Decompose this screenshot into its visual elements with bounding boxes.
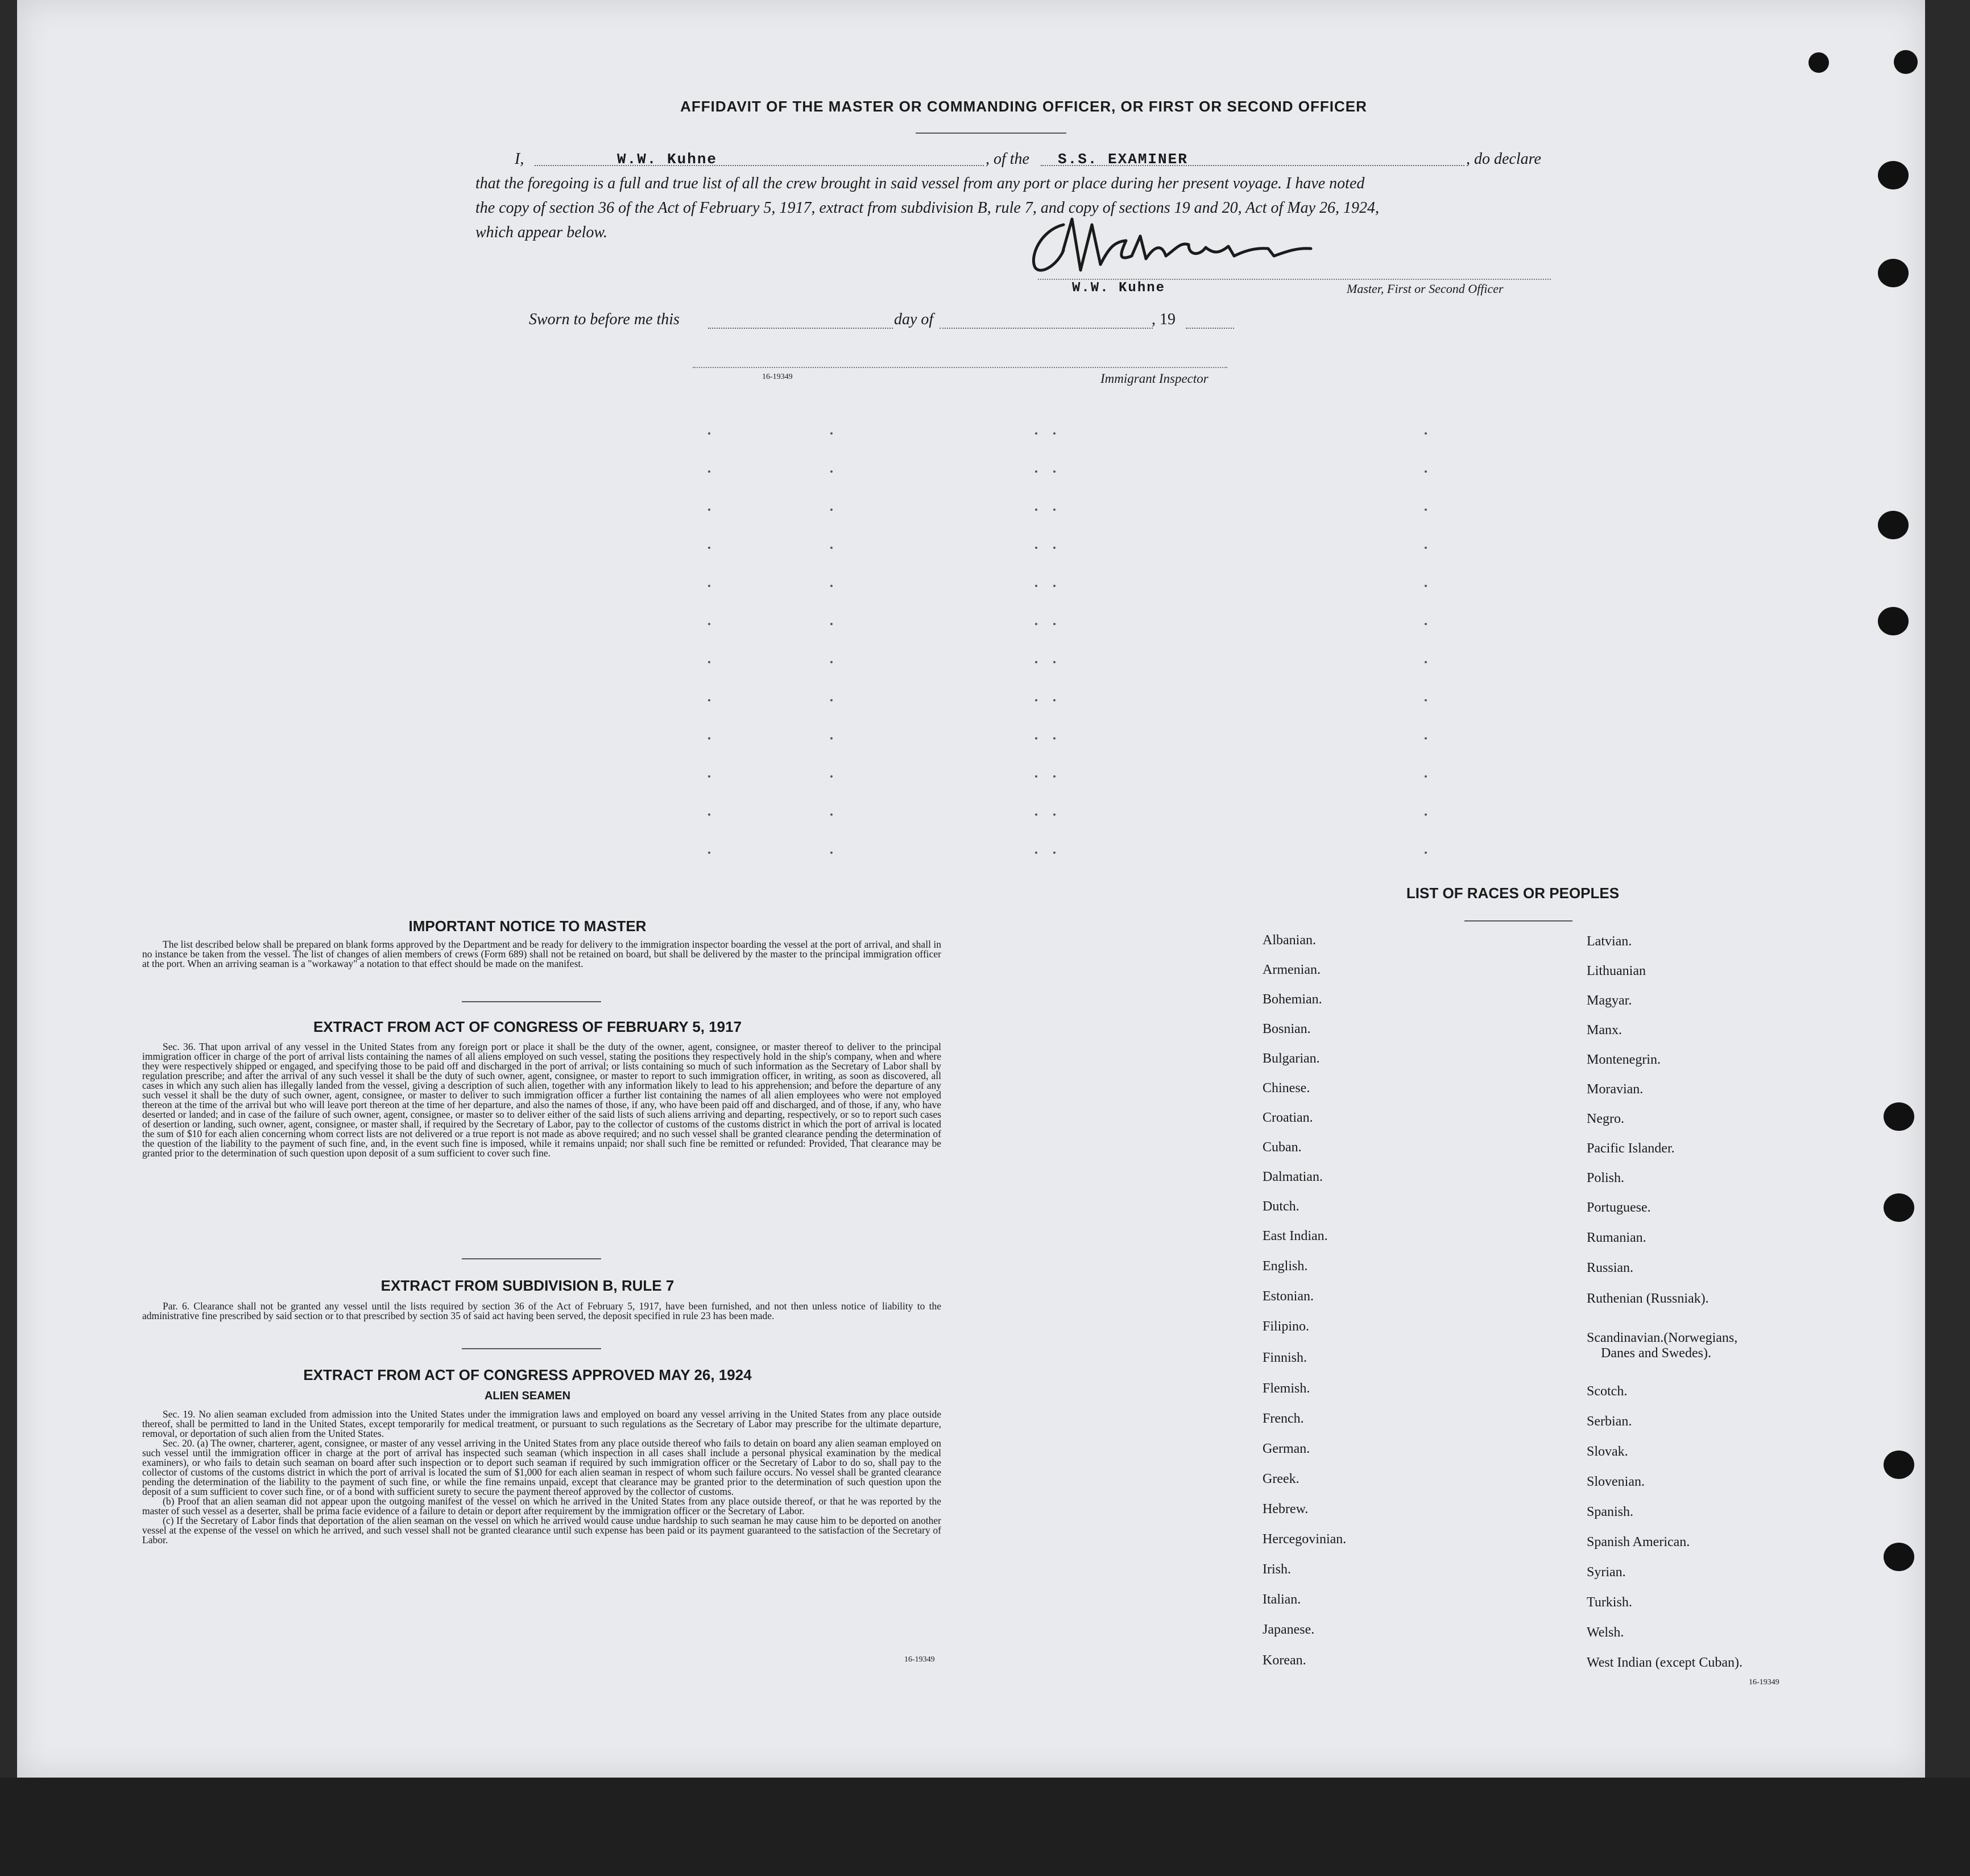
race-item: Lithuanian (1587, 964, 1646, 978)
sworn-month-line (940, 328, 1153, 329)
extract-1917-body: Sec. 36. That upon arrival of any vessel in the United States from any foreign port or place it shall be the duty of the owner, agent, consignee, or master thereof to deliver to the principal immigration officer in charge of the port of arrival lists containing the names of all aliens employed on such vessel, stating the positions they respectively hold in the ship's company, when and where they were respectively shipped or engaged, and specifying those to be paid off and discharged in the port of arrival; or lists containing so much of such information as the Secretary of Labor shall by regulation prescribe; and after the arrival of any such vessel it shall be the duty of such owner, agent, consignee, or master to report to such immigration officer, in writing, as soon as discovered, all cases in which any such alien has illegally landed from the vessel, giving a description of such alien, together with any information likely to lead to his apprehension; and before the departure of any such vessel it shall be the duty of such owner, agent, consignee, or master to deliver to such immigration officer a further list containing the names of all alien employees who were not employed thereon at the time of the arrival but who will leave port thereon at the time of her departure, and also the names of those, if any, who have been paid off and discharged, and of those, if any, who have deserted or landed; and in case of the failure of such owner, agent, consignee, or master so to deliver either of the said lists of such aliens arriving and departing, respectively, or so to report such cases of desertion or landing, such owner, agent, consignee, or master shall, if required by the Secretary of Labor, pay to the collector of customs of the customs district in which the port of arrival is located the sum of $10 for each alien concerning whom correct lists are not delivered or a true report is not made as above required; and no such vessel shall be granted clearance pending the determination of the question of the liability to the payment of such fine, and, in the event such fine is imposed, while it remains unpaid; nor shall such fine be remitted or refunded: Provided, That clearance may be granted prior to the determination of such question upon deposit of a sum sufficient to cover such fine. (142, 1041, 941, 1159)
race-item: Korean. (1263, 1653, 1306, 1668)
grid-speck (830, 699, 833, 701)
grid-speck (1425, 699, 1427, 701)
grid-speck (1053, 470, 1056, 473)
race-item: Syrian. (1587, 1565, 1626, 1580)
grid-speck (708, 547, 710, 549)
grid-speck (1053, 775, 1056, 778)
grid-speck (1053, 852, 1056, 854)
race-item: Bohemian. (1263, 992, 1322, 1007)
race-item: Filipino. (1263, 1319, 1310, 1334)
grid-speck (1035, 661, 1037, 663)
race-item: Latvian. (1587, 934, 1632, 949)
race-item: Portuguese. (1587, 1200, 1651, 1215)
grid-speck (1425, 813, 1427, 816)
extract-1924-body (142, 1410, 941, 1545)
vessel-name: S.S. EXAMINER (1058, 151, 1188, 168)
race-item: Hercegovinian. (1263, 1532, 1347, 1547)
race-item-continued: Danes and Swedes). (1601, 1346, 1711, 1361)
race-item: Ruthenian (Russniak). (1587, 1291, 1709, 1306)
race-item: Turkish. (1587, 1595, 1632, 1610)
grid-speck (830, 813, 833, 816)
declaration-line-4: which appear below. (475, 224, 608, 241)
grid-speck (1425, 432, 1427, 435)
race-item: Polish. (1587, 1171, 1625, 1185)
declaration-i-label: I, (515, 150, 524, 168)
race-item: Russian. (1587, 1261, 1634, 1275)
binder-hole (1884, 1451, 1914, 1479)
grid-speck (830, 432, 833, 435)
form-number: 16-19349 (762, 373, 793, 381)
extract-form-number: 16-19349 (904, 1655, 935, 1664)
declaration-line-3: the copy of section 36 of the Act of February 5, 1917, extract from subdivision B, rule 7, and copy of sections 19 and 20, Act of May 26, 1924, (475, 199, 1380, 217)
sec-20a-paragraph: Sec. 20. (a) The owner, charterer, agent, consignee, or master of any vessel arriving in the United States from any place outside thereof who fails to detain on board any alien seaman employed on such vessel until the immigration officer in charge at the port of arrival has inspected such seaman (which inspection in all cases shall include a personal physical examination by the medical examiners), or who fails to detain such seaman on board after such inspection or to deport such seaman if required by such immigration officer or the Secretary of Labor to do so, shall pay to the collector of customs of the customs district in which the port of arrival is located the sum of $1,000 for each alien seaman in respect of whom such failure occurs. No vessel shall be granted clearance pending the determination of the liability to the payment of such fine, or while the fine remains unpaid, except that clearance may be granted prior to the determination of such question upon the deposit of a sum sufficient to cover such fine, or of a bond with sufficient surety to secure the payment thereof approved by the collector of customs. (142, 1437, 941, 1497)
sec-20c-paragraph: (c) If the Secretary of Labor finds that deportation of the alien seaman on the vessel on which he arrived would cause undue hardship to such seaman he may cause him to be deported on another vessel at the expense of the vessel on which he arrived, and such vessel shall not be granted clearance until such expense has been paid or its payment guaranteed to the satisfaction of the Secretary of Labor. (142, 1515, 941, 1546)
race-item: Rumanian. (1587, 1230, 1646, 1245)
grid-speck (708, 775, 710, 778)
race-item: Bulgarian. (1263, 1051, 1320, 1066)
grid-speck (1035, 585, 1037, 587)
binder-hole (1894, 50, 1918, 74)
race-item: Albanian. (1263, 933, 1316, 948)
extract-rule7-body: Par. 6. Clearance shall not be granted any vessel until the lists required by section 36 of the Act of February 5, 1917, have been furnished, and not then unless notice of liability to the administrative fine prescribed by said section or to that prescribed by section 35 of said act having been served, the deposit specified in rule 23 has been made. (142, 1300, 941, 1321)
sworn-day-line (708, 328, 893, 329)
grid-speck (708, 699, 710, 701)
grid-speck (708, 852, 710, 854)
declaration-line-2: that the foregoing is a full and true list of all the crew brought in said vessel from any port or place during her present voyage. I have noted (475, 175, 1365, 192)
year-label: , 19 (1152, 311, 1176, 328)
grid-speck (1035, 813, 1037, 816)
race-item: Cuban. (1263, 1140, 1302, 1155)
extract-1924-subtitle: ALIEN SEAMEN (484, 1390, 571, 1402)
officer-name: W.W. Kuhne (617, 151, 718, 168)
title-rule (916, 133, 1066, 134)
do-declare-label: , do declare (1466, 150, 1541, 168)
race-item: Pacific Islander. (1587, 1141, 1675, 1156)
grid-speck (708, 432, 710, 435)
of-the-label: , of the (986, 150, 1029, 168)
inspector-signature-line (693, 367, 1227, 368)
extract-1917-title: EXTRACT FROM ACT OF CONGRESS OF FEBRUARY 5, 1917 (313, 1018, 742, 1035)
grid-speck (1035, 432, 1037, 435)
race-item: Manx. (1587, 1023, 1622, 1038)
grid-speck (1425, 775, 1427, 778)
grid-speck (1035, 509, 1037, 511)
grid-speck (1425, 470, 1427, 473)
grid-speck (1053, 813, 1056, 816)
section-rule (462, 1001, 601, 1002)
extract-1924-title: EXTRACT FROM ACT OF CONGRESS APPROVED MAY 26, 1924 (303, 1366, 752, 1383)
race-item: Italian. (1263, 1592, 1301, 1607)
handwritten-signature (1018, 202, 1393, 287)
grid-speck (1053, 661, 1056, 663)
binder-hole (1878, 161, 1909, 189)
race-item: Magyar. (1587, 993, 1632, 1008)
race-item: Japanese. (1263, 1622, 1315, 1637)
race-item: Greek. (1263, 1472, 1299, 1486)
grid-speck (830, 737, 833, 739)
grid-speck (708, 623, 710, 625)
race-item: Estonian. (1263, 1289, 1314, 1304)
grid-speck (830, 661, 833, 663)
grid-speck (830, 547, 833, 549)
grid-speck (1053, 509, 1056, 511)
grid-speck (1425, 509, 1427, 511)
grid-speck (830, 623, 833, 625)
grid-speck (1053, 432, 1056, 435)
binder-hole (1878, 511, 1909, 539)
race-item: Flemish. (1263, 1381, 1310, 1396)
grid-speck (1053, 585, 1056, 587)
grid-speck (830, 852, 833, 854)
grid-speck (1425, 547, 1427, 549)
grid-speck (830, 585, 833, 587)
day-of-label: day of (894, 311, 934, 328)
grid-speck (1053, 547, 1056, 549)
grid-speck (1035, 699, 1037, 701)
section-rule (462, 1348, 601, 1349)
section-rule (1464, 920, 1572, 922)
extract-rule7-title: EXTRACT FROM SUBDIVISION B, RULE 7 (380, 1277, 674, 1294)
officer-name-line (535, 165, 984, 166)
race-item: English. (1263, 1259, 1308, 1274)
binder-hole (1878, 259, 1909, 287)
signer-typed-name: W.W. Kuhne (1072, 280, 1166, 296)
grid-speck (708, 737, 710, 739)
affidavit-title: AFFIDAVIT OF THE MASTER OR COMMANDING OFFICER, OR FIRST OR SECOND OFFICER (680, 98, 1367, 115)
race-item: Chinese. (1263, 1081, 1310, 1096)
scan-border-bottom (0, 1778, 1970, 1876)
binder-hole (1884, 1102, 1914, 1131)
race-item: Slovak. (1587, 1444, 1628, 1459)
binder-hole (1878, 607, 1909, 635)
grid-speck (708, 661, 710, 663)
race-item: Moravian. (1587, 1082, 1644, 1097)
race-item: Armenian. (1263, 962, 1321, 977)
race-item: Welsh. (1587, 1625, 1624, 1640)
grid-speck (1035, 737, 1037, 739)
notice-body: The list described below shall be prepared on blank forms approved by the Department and be ready for delivery to the immigration inspector boarding the vessel at the port of arrival, and shall in no instance be taken from the vessel. The list of changes of alien members of crews (Form 689) shall not be retained on board, but shall be delivered by the master to the principal immigration officer at the port. When an arriving seaman is a "workaway" a notation to that effect should be made on the manifest. (142, 939, 941, 969)
races-form-number: 16-19349 (1749, 1678, 1779, 1687)
race-item: East Indian. (1263, 1229, 1328, 1243)
race-item: Bosnian. (1263, 1022, 1311, 1036)
signature-line (1038, 279, 1551, 280)
grid-speck (830, 509, 833, 511)
section-rule (462, 1258, 601, 1259)
grid-speck (1425, 661, 1427, 663)
grid-speck (1425, 852, 1427, 854)
race-item: Slovenian. (1587, 1474, 1645, 1489)
race-item: Negro. (1587, 1111, 1624, 1126)
binder-hole (1808, 52, 1829, 73)
grid-speck (1035, 852, 1037, 854)
grid-speck (1053, 737, 1056, 739)
sec-20b-paragraph: (b) Proof that an alien seaman did not appear upon the outgoing manifest of the vessel on which he arrived in the United States from any place outside thereof, or that he was reported by the master of such vessel as a deserter, shall be prima facie evidence of a failure to detain or deport after requirement by the immigration officer or the Secretary of Labor. (142, 1495, 941, 1516)
grid-speck (1425, 623, 1427, 625)
race-item: Scandinavian.(Norwegians, (1587, 1330, 1738, 1345)
race-item: Dalmatian. (1263, 1170, 1323, 1184)
sworn-year-line (1186, 328, 1234, 329)
inspector-label: Immigrant Inspector (1100, 371, 1209, 386)
grid-speck (708, 585, 710, 587)
grid-speck (708, 470, 710, 473)
sworn-label: Sworn to before me this (529, 311, 680, 328)
race-item: Spanish American. (1587, 1535, 1690, 1549)
grid-speck (708, 509, 710, 511)
grid-speck (1053, 699, 1056, 701)
signer-title: Master, First or Second Officer (1347, 282, 1504, 296)
grid-speck (1425, 737, 1427, 739)
race-item: French. (1263, 1411, 1304, 1426)
race-item: Montenegrin. (1587, 1052, 1661, 1067)
race-item: West Indian (except Cuban). (1587, 1655, 1743, 1670)
race-item: Irish. (1263, 1562, 1291, 1577)
grid-speck (830, 775, 833, 778)
race-item: Scotch. (1587, 1384, 1628, 1399)
grid-speck (1035, 775, 1037, 778)
grid-speck (1425, 585, 1427, 587)
grid-speck (1035, 547, 1037, 549)
scan-border-right (1925, 0, 1970, 1876)
grid-speck (1035, 470, 1037, 473)
race-item: Hebrew. (1263, 1502, 1309, 1516)
sec-19-paragraph: Sec. 19. No alien seaman excluded from admission into the United States under the immigration laws and employed on board any vessel arriving in the United States from any place outside thereof, shall be permitted to land in the United States, except temporarily for medical treatment, or pursuant to such regulations as the Secretary of Labor may prescribe for the ultimate departure, removal, or deportation of such alien from the United States. (142, 1408, 941, 1439)
race-item: Croatian. (1263, 1110, 1313, 1125)
races-title: LIST OF RACES OR PEOPLES (1406, 885, 1620, 902)
race-item: Finnish. (1263, 1350, 1307, 1365)
grid-speck (1035, 623, 1037, 625)
race-item: Serbian. (1587, 1414, 1632, 1429)
notice-title: IMPORTANT NOTICE TO MASTER (408, 918, 647, 935)
race-item: Dutch. (1263, 1199, 1299, 1214)
race-item: Spanish. (1587, 1505, 1634, 1519)
grid-speck (708, 813, 710, 816)
binder-hole (1884, 1543, 1914, 1571)
grid-speck (830, 470, 833, 473)
grid-speck (1053, 623, 1056, 625)
race-item: German. (1263, 1441, 1310, 1456)
binder-hole (1884, 1193, 1914, 1222)
